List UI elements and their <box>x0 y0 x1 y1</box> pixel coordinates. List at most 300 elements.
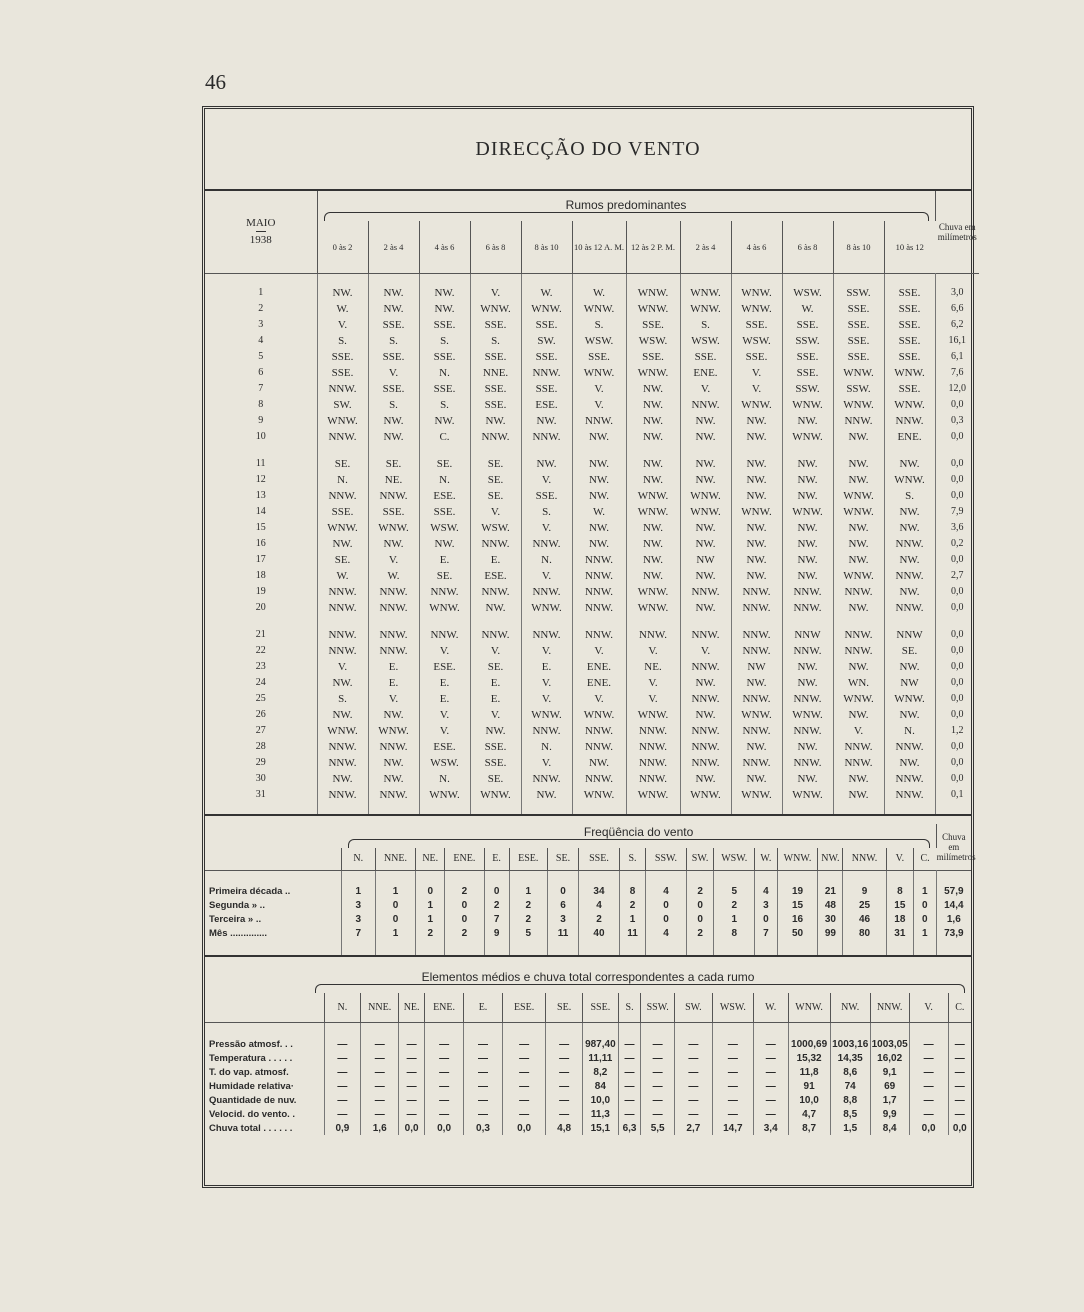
direction-cell: WNW. <box>368 723 419 739</box>
freq-cell: 1 <box>914 885 937 899</box>
table-frame <box>202 106 977 1188</box>
elem-cell: — <box>546 1107 583 1121</box>
freq-cell: 2 <box>445 885 485 899</box>
direction-cell: NNW. <box>521 723 572 739</box>
direction-cell: NNE. <box>470 365 521 381</box>
direction-cell: NNW. <box>470 584 521 600</box>
hour-header: 8 às 10 <box>833 221 884 273</box>
freq-cell: 30 <box>818 913 843 927</box>
direction-cell: SSE. <box>470 397 521 413</box>
direction-cell: SSW. <box>782 381 833 397</box>
rain-cell: 12,0 <box>948 383 967 394</box>
direction-cell: WNW. <box>884 365 935 381</box>
elem-row-label: Temperatura . . . . . <box>205 1051 324 1065</box>
elem-cell: — <box>641 1107 675 1121</box>
freq-cell: 2 <box>484 899 509 913</box>
freq-cell: 18 <box>886 913 913 927</box>
freq-cell: 0 <box>484 885 509 899</box>
table-row <box>205 659 979 675</box>
direction-cell: N. <box>317 472 368 488</box>
day-number: 22 <box>205 643 317 659</box>
direction-cell: WNW. <box>626 584 680 600</box>
direction-cell: V. <box>572 691 626 707</box>
day-number: 5 <box>205 349 317 365</box>
direction-cell: NNW. <box>833 643 884 659</box>
direction-cell: SE. <box>317 456 368 472</box>
direction-cell: V. <box>419 707 470 723</box>
direction-cell: NW. <box>833 707 884 723</box>
direction-cell: NNW. <box>317 488 368 504</box>
elements-section <box>205 957 971 1136</box>
direction-cell: SSE. <box>884 285 935 301</box>
page-title: DIRECÇÃO DO VENTO <box>205 109 971 191</box>
direction-cell: NW. <box>317 771 368 787</box>
freq-cell: 0 <box>686 913 713 927</box>
direction-cell: NW. <box>626 429 680 445</box>
table-row <box>205 691 979 707</box>
freq-column-header: WNW. <box>777 848 818 871</box>
direction-cell: SSE. <box>782 317 833 333</box>
elem-cell: — <box>618 1037 641 1051</box>
direction-cell: V. <box>572 397 626 413</box>
direction-cell: NNW. <box>782 584 833 600</box>
direction-cell: NW. <box>680 536 731 552</box>
elem-cell: — <box>753 1107 788 1121</box>
freq-column-header: N. <box>342 848 376 871</box>
direction-cell: S. <box>419 397 470 413</box>
elem-cell: 8,4 <box>870 1121 909 1135</box>
elem-cell: — <box>712 1037 753 1051</box>
direction-cell: NW. <box>833 600 884 616</box>
elem-cell: 1003,05 <box>871 1038 908 1050</box>
direction-cell: SSE. <box>521 317 572 333</box>
freq-cell: 80 <box>843 927 886 941</box>
direction-cell: NW. <box>521 456 572 472</box>
elem-cell: — <box>909 1093 948 1107</box>
direction-cell: NNW <box>884 627 935 643</box>
direction-cell: NW. <box>833 536 884 552</box>
direction-cell: V. <box>317 659 368 675</box>
freq-column-header: NW. <box>818 848 843 871</box>
day-number: 18 <box>205 568 317 584</box>
direction-cell: NW. <box>368 536 419 552</box>
elem-cell: — <box>618 1107 641 1121</box>
table-row <box>205 927 971 941</box>
table-row <box>205 552 979 568</box>
direction-cell: NW. <box>680 520 731 536</box>
direction-cell: NW. <box>884 456 935 472</box>
elem-cell: — <box>324 1093 361 1107</box>
freq-cell: 2 <box>509 899 547 913</box>
direction-cell: NW. <box>731 552 782 568</box>
day-number: 30 <box>205 771 317 787</box>
table-row <box>205 755 979 771</box>
elem-cell: — <box>674 1093 712 1107</box>
direction-cell: NNW. <box>680 691 731 707</box>
direction-cell: S. <box>521 504 572 520</box>
direction-cell: WNW. <box>782 429 833 445</box>
elem-cell: — <box>399 1079 425 1093</box>
rain-cell: 0,0 <box>951 431 964 442</box>
direction-cell: NW <box>884 675 935 691</box>
direction-cell: WNW. <box>626 488 680 504</box>
freq-cell: 2 <box>714 899 755 913</box>
direction-cell: SSE. <box>626 349 680 365</box>
direction-cell: NW. <box>782 675 833 691</box>
day-number: 11 <box>205 456 317 472</box>
direction-cell: ESE. <box>419 488 470 504</box>
rain-cell: 6,6 <box>951 303 964 314</box>
elem-cell: 3,4 <box>753 1121 788 1135</box>
table-row <box>205 899 971 913</box>
elem-cell: — <box>712 1065 753 1079</box>
elem-cell: — <box>425 1037 464 1051</box>
direction-cell: NNW. <box>782 643 833 659</box>
elem-column-header: SE. <box>546 993 583 1023</box>
elem-cell: — <box>546 1037 583 1051</box>
rain-cell: 0,0 <box>951 693 964 704</box>
direction-cell: WSW. <box>782 285 833 301</box>
direction-cell: WNW. <box>521 301 572 317</box>
freq-rain-cell: 1,6 <box>946 914 961 925</box>
direction-cell: SSE. <box>419 381 470 397</box>
direction-cell: W. <box>317 301 368 317</box>
direction-cell: W. <box>368 568 419 584</box>
direction-cell: NW. <box>833 429 884 445</box>
direction-cell: NNW. <box>368 739 419 755</box>
freq-column-header: E. <box>484 848 509 871</box>
elem-cell: — <box>753 1079 788 1093</box>
direction-cell: WNW. <box>317 723 368 739</box>
direction-cell: V. <box>470 504 521 520</box>
direction-cell: NNW. <box>731 584 782 600</box>
hour-header: 4 às 6 <box>419 221 470 273</box>
direction-cell: SW. <box>317 397 368 413</box>
freq-cell: 15 <box>886 899 913 913</box>
elem-cell: 987,40 <box>583 1037 619 1051</box>
direction-cell: NW. <box>572 755 626 771</box>
rain-cell: 0,0 <box>951 554 964 565</box>
elem-column-header: SSW. <box>641 993 675 1023</box>
direction-cell: SW. <box>521 333 572 349</box>
direction-cell: WNW. <box>731 504 782 520</box>
freq-rain-header: Chuva em milímetros <box>936 831 976 862</box>
direction-cell: ESE. <box>521 397 572 413</box>
elem-cell: 1,6 <box>361 1121 399 1135</box>
direction-cell: SSE. <box>419 317 470 333</box>
rain-cell: 0,0 <box>951 645 964 656</box>
direction-cell: NW. <box>572 456 626 472</box>
direction-cell: ESE. <box>419 739 470 755</box>
direction-cell: SSE. <box>884 349 935 365</box>
direction-cell: W. <box>572 504 626 520</box>
day-number: 28 <box>205 739 317 755</box>
direction-cell: S. <box>470 333 521 349</box>
rain-cell: 0,0 <box>951 773 964 784</box>
freq-cell: 0 <box>686 899 713 913</box>
direction-cell: NW. <box>680 568 731 584</box>
freq-cell: 1 <box>416 913 445 927</box>
rain-cell: 6,1 <box>951 351 964 362</box>
direction-cell: NNW. <box>680 723 731 739</box>
elem-cell: — <box>399 1037 425 1051</box>
hour-header: 2 às 4 <box>368 221 419 273</box>
direction-cell: NNW. <box>572 739 626 755</box>
direction-cell: WSW. <box>470 520 521 536</box>
direction-cell: NW. <box>626 552 680 568</box>
table-row <box>205 381 979 397</box>
elem-cell: — <box>753 1051 788 1065</box>
elem-cell: 11,8 <box>788 1065 830 1079</box>
direction-cell: NW. <box>884 584 935 600</box>
elem-cell: 4,7 <box>788 1107 830 1121</box>
direction-cell: SSE. <box>521 349 572 365</box>
direction-cell: NNW. <box>884 739 935 755</box>
direction-cell: SSE. <box>521 381 572 397</box>
freq-cell: 11 <box>547 927 578 941</box>
frequency-section <box>205 816 976 957</box>
elem-cell: — <box>425 1107 464 1121</box>
direction-cell: NNW. <box>521 536 572 552</box>
direction-cell: S. <box>884 488 935 504</box>
elem-cell: 84 <box>583 1079 619 1093</box>
day-number: 23 <box>205 659 317 675</box>
hour-header: 4 às 6 <box>731 221 782 273</box>
direction-cell: WNW. <box>626 365 680 381</box>
direction-cell: NW. <box>626 520 680 536</box>
direction-cell: NW. <box>368 771 419 787</box>
day-number: 15 <box>205 520 317 536</box>
direction-cell: NNW. <box>833 584 884 600</box>
direction-cell: S. <box>419 333 470 349</box>
table-row <box>205 413 979 429</box>
direction-cell: SSE. <box>884 333 935 349</box>
direction-cell: NNW. <box>680 584 731 600</box>
direction-cell: NNW. <box>572 771 626 787</box>
freq-group-label: Freqüência do vento <box>583 824 694 839</box>
direction-cell: N. <box>521 552 572 568</box>
elem-cell: — <box>502 1051 545 1065</box>
elem-cell: — <box>909 1051 948 1065</box>
elem-cell: — <box>324 1037 361 1051</box>
direction-cell: SE. <box>470 456 521 472</box>
direction-cell: ENE. <box>680 365 731 381</box>
direction-cell: ESE. <box>470 568 521 584</box>
direction-cell: NNW. <box>470 536 521 552</box>
freq-cell: 2 <box>509 913 547 927</box>
direction-cell: WNW. <box>368 520 419 536</box>
elem-cell: 0,0 <box>425 1121 464 1135</box>
day-number: 31 <box>205 787 317 803</box>
elem-cell: — <box>361 1065 399 1079</box>
elem-cell: 10,0 <box>583 1093 619 1107</box>
direction-cell: WNW. <box>626 301 680 317</box>
direction-cell: NW. <box>368 301 419 317</box>
direction-cell: ESE. <box>419 659 470 675</box>
elem-column-header: E. <box>464 993 503 1023</box>
freq-cell: 0 <box>914 899 937 913</box>
direction-cell: NNW. <box>884 600 935 616</box>
direction-cell: NW. <box>680 771 731 787</box>
direction-cell: NW. <box>626 381 680 397</box>
freq-cell: 99 <box>818 927 843 941</box>
direction-cell: WNW. <box>419 787 470 803</box>
freq-cell: 9 <box>843 885 886 899</box>
direction-cell: WNW. <box>782 397 833 413</box>
elem-column-header: WSW. <box>712 993 753 1023</box>
direction-cell: NW. <box>317 707 368 723</box>
direction-cell: V. <box>368 552 419 568</box>
direction-cell: V. <box>419 723 470 739</box>
rain-cell: 0,0 <box>951 677 964 688</box>
direction-cell: SE. <box>368 456 419 472</box>
direction-cell: NNW. <box>731 691 782 707</box>
direction-cell: NNW. <box>680 739 731 755</box>
freq-rain-cell: 14,4 <box>944 900 964 911</box>
direction-cell: NW. <box>782 456 833 472</box>
direction-cell: C. <box>419 429 470 445</box>
rain-cell: 1,2 <box>951 725 964 736</box>
direction-cell: S. <box>680 317 731 333</box>
direction-cell: NNW. <box>572 627 626 643</box>
direction-cell: V. <box>626 643 680 659</box>
table-row <box>205 1093 971 1107</box>
direction-cell: WNW. <box>680 285 731 301</box>
freq-cell: 1 <box>914 927 937 941</box>
direction-cell: NW. <box>680 675 731 691</box>
elem-cell: 5,5 <box>641 1121 675 1135</box>
rain-cell: 0,0 <box>951 602 964 613</box>
elem-cell: — <box>674 1107 712 1121</box>
direction-cell: WNW. <box>731 707 782 723</box>
group-label: Rumos predominantes <box>565 198 687 212</box>
direction-cell: SSE. <box>833 317 884 333</box>
direction-cell: N. <box>521 739 572 755</box>
rain-cell: 2,7 <box>951 570 964 581</box>
direction-cell: WNW. <box>833 568 884 584</box>
direction-cell: NNW. <box>470 627 521 643</box>
direction-cell: NE. <box>368 472 419 488</box>
direction-cell: S. <box>572 317 626 333</box>
direction-cell: NNW. <box>368 643 419 659</box>
table-row <box>205 365 979 381</box>
table-row <box>205 723 979 739</box>
freq-cell: 1 <box>375 927 416 941</box>
direction-cell: NNW. <box>626 771 680 787</box>
freq-cell: 7 <box>342 927 376 941</box>
elem-brace <box>315 984 965 993</box>
direction-cell: NNW. <box>782 755 833 771</box>
direction-cell: NNW. <box>884 536 935 552</box>
direction-cell: N. <box>419 771 470 787</box>
direction-cell: NNW. <box>884 568 935 584</box>
freq-cell: 25 <box>843 899 886 913</box>
direction-cell: SSE. <box>317 349 368 365</box>
freq-cell: 0 <box>547 885 578 899</box>
direction-cell: NW. <box>833 787 884 803</box>
elem-cell: 8,8 <box>830 1093 870 1107</box>
elem-cell: 8,2 <box>583 1065 619 1079</box>
direction-cell: S. <box>317 691 368 707</box>
direction-cell: WNW. <box>884 472 935 488</box>
elem-cell: — <box>425 1079 464 1093</box>
direction-cell: NW. <box>626 472 680 488</box>
direction-cell: SSE. <box>833 349 884 365</box>
elem-cell: — <box>399 1107 425 1121</box>
direction-cell: V. <box>521 755 572 771</box>
elem-column-header: S. <box>618 993 641 1023</box>
rain-cell: 0,0 <box>951 586 964 597</box>
elem-row-label: T. do vap. atmosf. <box>205 1065 324 1079</box>
elem-cell: 6,3 <box>618 1121 641 1135</box>
elem-column-header: V. <box>909 993 948 1023</box>
direction-cell: NNW. <box>833 739 884 755</box>
freq-cell: 15 <box>777 899 818 913</box>
direction-cell: S. <box>368 397 419 413</box>
elem-cell: — <box>361 1079 399 1093</box>
elem-cell: — <box>909 1065 948 1079</box>
freq-column-header: SW. <box>686 848 713 871</box>
elem-cell: — <box>641 1093 675 1107</box>
direction-cell: NNW. <box>317 627 368 643</box>
direction-cell: SSE. <box>521 488 572 504</box>
direction-cell: NNW. <box>572 584 626 600</box>
table-row <box>205 1121 971 1135</box>
elem-cell: — <box>954 1038 965 1050</box>
direction-cell: WNW. <box>782 787 833 803</box>
rain-cell: 0,0 <box>951 709 964 720</box>
freq-cell: 9 <box>484 927 509 941</box>
direction-cell: V. <box>731 365 782 381</box>
direction-cell: NNW. <box>317 739 368 755</box>
direction-cell: WNW. <box>782 707 833 723</box>
day-number: 9 <box>205 413 317 429</box>
elem-cell: — <box>909 1079 948 1093</box>
direction-cell: E. <box>521 659 572 675</box>
day-number: 20 <box>205 600 317 616</box>
direction-cell: NW. <box>626 568 680 584</box>
direction-cell: SSW. <box>833 285 884 301</box>
elem-cell: 0,0 <box>502 1121 545 1135</box>
elem-column-header: NNW. <box>870 993 909 1023</box>
direction-cell: NNW. <box>317 787 368 803</box>
direction-cell: WSW. <box>419 520 470 536</box>
elem-cell: — <box>674 1051 712 1065</box>
freq-cell: 0 <box>445 913 485 927</box>
freq-cell: 21 <box>818 885 843 899</box>
direction-cell: SSE. <box>368 317 419 333</box>
day-number: 8 <box>205 397 317 413</box>
direction-cell: E. <box>470 691 521 707</box>
direction-cell: NW. <box>572 520 626 536</box>
direction-cell: NW. <box>731 520 782 536</box>
freq-cell: 8 <box>619 885 645 899</box>
rain-cell: 0,0 <box>951 629 964 640</box>
elem-cell: 16,02 <box>870 1051 909 1065</box>
direction-cell: NW. <box>626 536 680 552</box>
direction-cell: NW. <box>470 600 521 616</box>
direction-cell: NW. <box>680 707 731 723</box>
direction-cell: N. <box>419 472 470 488</box>
freq-cell: 11 <box>619 927 645 941</box>
elem-cell: — <box>954 1066 965 1078</box>
direction-cell: NNW. <box>368 584 419 600</box>
direction-cell: SSE. <box>368 381 419 397</box>
direction-cell: NW. <box>419 285 470 301</box>
direction-cell: NW. <box>731 739 782 755</box>
elem-cell: — <box>712 1079 753 1093</box>
hour-header: 6 às 8 <box>470 221 521 273</box>
